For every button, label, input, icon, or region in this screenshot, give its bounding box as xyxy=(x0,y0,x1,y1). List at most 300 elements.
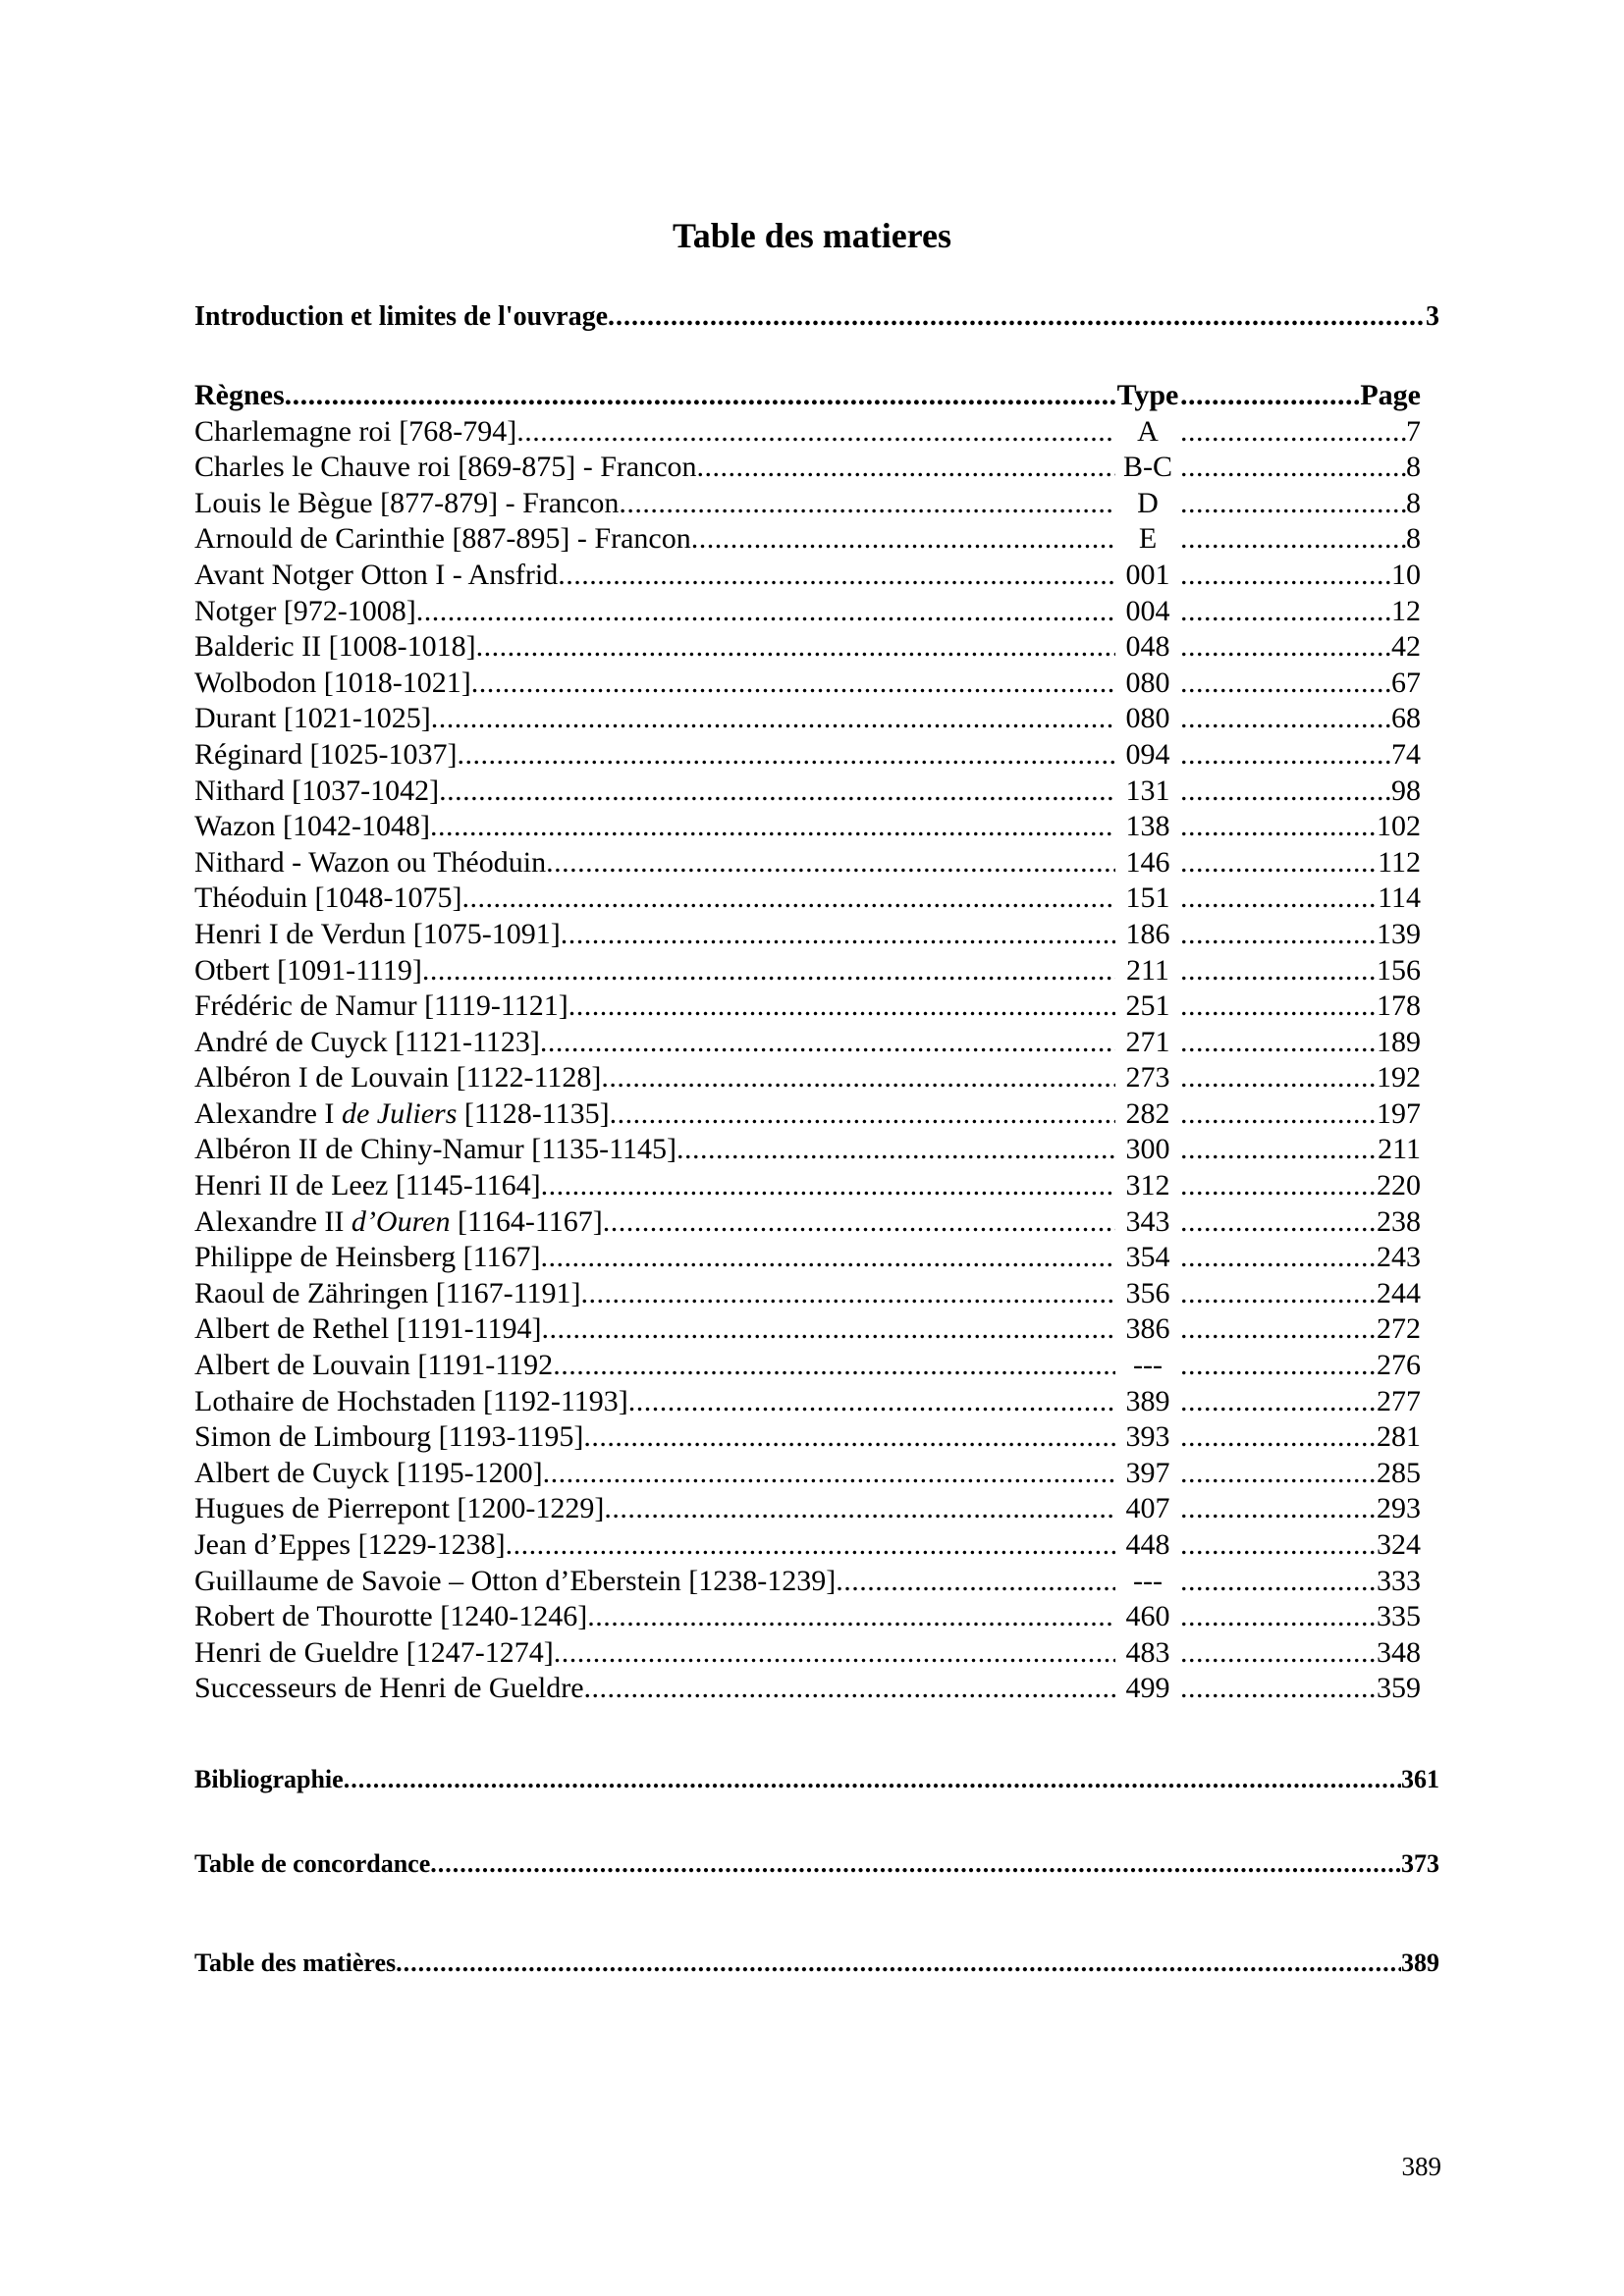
reign-name-cell xyxy=(194,1456,1115,1492)
reign-type-cell xyxy=(1115,1168,1180,1204)
reign-name-text: Philippe de Heinsberg [1167] xyxy=(194,1241,541,1274)
reign-type: B-C xyxy=(1122,451,1172,484)
reign-name xyxy=(194,1240,540,1276)
reign-name xyxy=(194,953,422,989)
dot-leader xyxy=(677,1132,1115,1168)
reign-name xyxy=(194,1419,583,1456)
reign-type-cell xyxy=(1115,1456,1180,1492)
reign-type-cell xyxy=(1115,988,1180,1025)
reign-name xyxy=(194,737,457,774)
reign-page-cell xyxy=(1180,845,1421,881)
reign-row xyxy=(194,1276,1422,1312)
reign-page: 12 xyxy=(1391,594,1421,627)
reign-name-text: Notger [972-1008] xyxy=(194,594,416,627)
reign-name-cell xyxy=(194,774,1115,810)
reign-type: 001 xyxy=(1125,558,1170,591)
dot-leader xyxy=(583,1419,1115,1456)
reign-type-cell xyxy=(1115,1240,1180,1276)
reign-row xyxy=(194,881,1422,917)
reign-name-text: Frédéric de Namur [1119-1121] xyxy=(194,989,568,1023)
reign-type: 393 xyxy=(1125,1420,1170,1454)
dot-leader xyxy=(1180,917,1377,953)
reign-name-text: Simon de Limbourg [1193-1195] xyxy=(194,1420,584,1454)
reign-name-text: Henri I de Verdun [1075-1091] xyxy=(194,917,561,950)
reign-name xyxy=(194,1311,542,1348)
reign-row xyxy=(194,1168,1422,1204)
header-regnes-label: Règnes xyxy=(194,379,285,411)
reign-page: 98 xyxy=(1391,774,1421,807)
reign-page: 8 xyxy=(1406,522,1421,556)
reign-row xyxy=(194,1025,1422,1061)
dot-leader xyxy=(540,1025,1115,1061)
reign-name-text: Théoduin [1048-1075] xyxy=(194,881,462,915)
reign-name-text: Alexandre I xyxy=(194,1096,342,1130)
reign-type-cell xyxy=(1115,701,1180,737)
reign-type-cell xyxy=(1115,774,1180,810)
reign-name xyxy=(194,917,561,953)
reign-type: 354 xyxy=(1125,1241,1170,1274)
reign-type: 004 xyxy=(1125,594,1170,627)
dot-leader xyxy=(1180,1599,1377,1635)
reign-type-cell xyxy=(1115,414,1180,451)
reign-name-cell xyxy=(194,414,1115,451)
reign-page: 335 xyxy=(1377,1600,1421,1633)
reign-row xyxy=(194,809,1422,845)
reign-page-cell xyxy=(1180,450,1421,486)
reign-row xyxy=(194,701,1422,737)
reign-page-cell xyxy=(1180,1599,1421,1635)
reign-page-cell xyxy=(1180,1456,1421,1492)
reign-type: A xyxy=(1137,414,1159,448)
toc-entry-label: Introduction et limites de l'ouvrage xyxy=(194,301,609,332)
reign-page: 220 xyxy=(1377,1169,1421,1202)
reign-page-cell xyxy=(1180,1025,1421,1061)
reign-name-cell xyxy=(194,1527,1115,1564)
reign-name-cell xyxy=(194,521,1115,558)
dot-leader xyxy=(628,1384,1115,1420)
reign-type: 146 xyxy=(1125,845,1170,879)
reign-page: 277 xyxy=(1377,1384,1421,1417)
reign-page-cell xyxy=(1180,881,1421,917)
reign-name-text: Charles le Chauve roi [869-875] - Francon xyxy=(194,451,697,484)
reign-name-cell xyxy=(194,1276,1115,1312)
reign-row xyxy=(194,1060,1422,1096)
dot-leader xyxy=(1180,1311,1377,1348)
reign-name xyxy=(194,845,546,881)
reign-type-cell xyxy=(1115,1204,1180,1241)
page-title: Table des matieres xyxy=(673,216,951,255)
reign-page: 285 xyxy=(1377,1456,1421,1489)
reign-name-italic: d’Ouren xyxy=(351,1204,451,1238)
reign-name-text: Albéron I de Louvain [1122-1128] xyxy=(194,1061,602,1095)
reign-page: 238 xyxy=(1377,1204,1421,1238)
reign-name xyxy=(194,1527,506,1564)
reign-name-cell xyxy=(194,953,1115,989)
reign-type: 312 xyxy=(1125,1169,1170,1202)
header-page-cell xyxy=(1180,378,1421,414)
reign-name-cell xyxy=(194,1025,1115,1061)
dot-leader xyxy=(691,521,1115,558)
reign-row xyxy=(194,774,1422,810)
reign-type: 397 xyxy=(1125,1456,1170,1489)
reign-page-cell xyxy=(1180,1491,1421,1527)
toc-entry-introduction xyxy=(194,300,1439,334)
reign-name-cell xyxy=(194,1564,1115,1600)
reign-page-cell xyxy=(1180,558,1421,594)
header-name-cell xyxy=(194,378,1115,414)
reign-row xyxy=(194,486,1422,522)
reign-name xyxy=(194,666,471,702)
reign-name-text: Nithard - Wazon ou Théoduin xyxy=(194,845,547,879)
dot-leader xyxy=(430,1847,1401,1881)
reign-row xyxy=(194,1527,1422,1564)
reign-page: 68 xyxy=(1391,702,1421,735)
toc-entry-page: 373 xyxy=(1401,1849,1439,1878)
reign-type-cell xyxy=(1115,450,1180,486)
dot-leader xyxy=(1180,1096,1377,1133)
reign-name xyxy=(194,629,476,666)
dot-leader xyxy=(1180,414,1406,451)
reign-name xyxy=(194,1671,584,1707)
reign-name-text: Raoul de Zähringen [1167-1191] xyxy=(194,1276,581,1309)
dot-leader xyxy=(619,486,1115,522)
toc-entry-table-de-concordance xyxy=(194,1847,1439,1881)
reign-name xyxy=(194,1060,601,1096)
dot-leader xyxy=(1180,521,1406,558)
dot-leader xyxy=(476,629,1115,666)
toc-entry-label: Bibliographie xyxy=(194,1765,344,1793)
reign-name-cell xyxy=(194,737,1115,774)
reign-row xyxy=(194,1096,1422,1133)
dot-leader xyxy=(540,1240,1115,1276)
reign-type-cell xyxy=(1115,629,1180,666)
reign-type-cell xyxy=(1115,845,1180,881)
reign-name-text: Henri II de Leez [1145-1164] xyxy=(194,1169,541,1202)
reign-name-cell xyxy=(194,1060,1115,1096)
dot-leader xyxy=(608,300,1426,334)
reign-row xyxy=(194,1419,1422,1456)
reign-name xyxy=(194,1456,543,1492)
reign-type-cell xyxy=(1115,594,1180,630)
reign-name-cell xyxy=(194,1348,1115,1384)
reign-type-cell xyxy=(1115,1276,1180,1312)
reign-page: 281 xyxy=(1377,1420,1421,1454)
dot-leader xyxy=(1180,450,1406,486)
reign-name-cell xyxy=(194,594,1115,630)
reign-name-text: Balderic II [1008-1018] xyxy=(194,630,476,664)
dot-leader xyxy=(416,594,1115,630)
reign-page-cell xyxy=(1180,1527,1421,1564)
reign-name xyxy=(194,486,619,522)
reign-page-cell xyxy=(1180,629,1421,666)
reigns-table xyxy=(194,378,1422,1707)
reign-type: 094 xyxy=(1125,737,1170,771)
reign-name-cell xyxy=(194,881,1115,917)
reign-name xyxy=(194,1096,610,1133)
reign-row xyxy=(194,953,1422,989)
reign-type-cell xyxy=(1115,1527,1180,1564)
dot-leader xyxy=(1180,774,1391,810)
reign-type: 407 xyxy=(1125,1492,1170,1525)
reign-name xyxy=(194,1132,677,1168)
reign-row xyxy=(194,1204,1422,1241)
dot-leader xyxy=(1180,1168,1377,1204)
reign-page-cell xyxy=(1180,1096,1421,1133)
reign-row xyxy=(194,666,1422,702)
reign-page-cell xyxy=(1180,1168,1421,1204)
reign-row xyxy=(194,1599,1422,1635)
reign-page-cell xyxy=(1180,666,1421,702)
reign-row xyxy=(194,414,1422,451)
reign-page: 324 xyxy=(1377,1528,1421,1561)
reign-name-text: Henri de Gueldre [1247-1274] xyxy=(194,1635,554,1669)
dot-leader xyxy=(601,1060,1115,1096)
reign-page-cell xyxy=(1180,1240,1421,1276)
reign-page-cell xyxy=(1180,1276,1421,1312)
reign-row xyxy=(194,1348,1422,1384)
reign-page-cell xyxy=(1180,1311,1421,1348)
dot-leader xyxy=(1180,1132,1378,1168)
reign-type-cell xyxy=(1115,1096,1180,1133)
dot-leader xyxy=(543,1456,1115,1492)
reign-page: 139 xyxy=(1377,917,1421,950)
dot-leader xyxy=(542,1311,1115,1348)
reign-row xyxy=(194,1491,1422,1527)
reign-page-cell xyxy=(1180,1419,1421,1456)
dot-leader xyxy=(439,774,1115,810)
dot-leader xyxy=(1180,1240,1377,1276)
reign-page: 276 xyxy=(1377,1349,1421,1382)
dot-leader xyxy=(471,666,1115,702)
reign-type-cell xyxy=(1115,521,1180,558)
reign-page-cell xyxy=(1180,917,1421,953)
reign-type: 271 xyxy=(1125,1025,1170,1058)
reign-page: 10 xyxy=(1391,558,1421,591)
dot-leader xyxy=(506,1527,1115,1564)
reign-name-cell xyxy=(194,988,1115,1025)
reign-page-cell xyxy=(1180,486,1421,522)
reign-type: 251 xyxy=(1125,989,1170,1023)
reign-type: 356 xyxy=(1125,1276,1170,1309)
reign-type-cell xyxy=(1115,558,1180,594)
reign-name xyxy=(194,1599,587,1635)
reign-type: D xyxy=(1137,486,1159,519)
reign-type: 483 xyxy=(1125,1635,1170,1669)
dot-leader xyxy=(1180,558,1391,594)
reign-type-cell xyxy=(1115,1564,1180,1600)
reign-page-cell xyxy=(1180,1060,1421,1096)
reign-name-text: Charlemagne roi [768-794] xyxy=(194,414,517,448)
dot-leader xyxy=(1180,1384,1377,1420)
reign-page-cell xyxy=(1180,953,1421,989)
reign-name xyxy=(194,1384,628,1420)
reign-type: 048 xyxy=(1125,630,1170,664)
reign-page-cell xyxy=(1180,1564,1421,1600)
reign-name-text: André de Cuyck [1121-1123] xyxy=(194,1025,540,1058)
dot-leader xyxy=(587,1599,1115,1635)
reign-name-cell xyxy=(194,629,1115,666)
reign-page-cell xyxy=(1180,1204,1421,1241)
dot-leader xyxy=(568,988,1115,1025)
reign-row xyxy=(194,1635,1422,1672)
reign-name xyxy=(194,881,461,917)
reign-type-cell xyxy=(1115,737,1180,774)
reign-name xyxy=(194,701,431,737)
reign-name-text: Robert de Thourotte [1240-1246] xyxy=(194,1600,588,1633)
reign-row xyxy=(194,1384,1422,1420)
dot-leader xyxy=(461,881,1115,917)
reign-type-cell xyxy=(1115,1348,1180,1384)
reign-page: 156 xyxy=(1377,953,1421,987)
dot-leader xyxy=(1180,1491,1377,1527)
reign-row xyxy=(194,629,1422,666)
dot-leader xyxy=(1180,1419,1377,1456)
dot-leader xyxy=(457,737,1115,774)
reign-type-cell xyxy=(1115,917,1180,953)
reign-name-italic: de Juliers xyxy=(341,1096,458,1130)
reign-name-cell xyxy=(194,1311,1115,1348)
reign-page-cell xyxy=(1180,774,1421,810)
reign-type: 080 xyxy=(1125,666,1170,699)
reign-name xyxy=(194,1025,540,1061)
toc-entry-table-des-matieres xyxy=(194,1947,1439,1980)
reign-type-cell xyxy=(1115,881,1180,917)
reign-page: 211 xyxy=(1378,1133,1421,1166)
reign-page-cell xyxy=(1180,737,1421,774)
reign-page: 197 xyxy=(1377,1096,1421,1130)
dot-leader xyxy=(1180,629,1391,666)
reign-page: 8 xyxy=(1406,451,1421,484)
reign-name-cell xyxy=(194,558,1115,594)
reign-type: 131 xyxy=(1125,774,1170,807)
dot-leader xyxy=(1180,1564,1377,1600)
reign-name xyxy=(194,1491,604,1527)
reign-name-text: Alexandre II xyxy=(194,1204,352,1238)
reign-page-cell xyxy=(1180,1132,1421,1168)
reign-name-text: Albéron II de Chiny-Namur [1135-1145] xyxy=(194,1133,677,1166)
header-type-label: Type xyxy=(1116,379,1179,411)
dot-leader xyxy=(1180,845,1378,881)
dot-leader xyxy=(558,558,1115,594)
reign-row xyxy=(194,1311,1422,1348)
reign-name-text: Hugues de Pierrepont [1200-1229] xyxy=(194,1492,605,1525)
dot-leader xyxy=(1180,486,1406,522)
reign-type: 343 xyxy=(1125,1204,1170,1238)
dot-leader xyxy=(1180,881,1378,917)
reign-page: 189 xyxy=(1377,1025,1421,1058)
reign-name-text: Wazon [1042-1048] xyxy=(194,810,431,843)
reign-type: 080 xyxy=(1125,702,1170,735)
dot-leader xyxy=(1180,594,1391,630)
reign-name-cell xyxy=(194,1204,1115,1241)
reign-name-cell xyxy=(194,1384,1115,1420)
reign-page: 178 xyxy=(1377,989,1421,1023)
reign-type-cell xyxy=(1115,809,1180,845)
dot-leader xyxy=(554,1635,1115,1672)
dot-leader xyxy=(1180,1025,1377,1061)
dot-leader xyxy=(541,1168,1115,1204)
reign-name-text: Lothaire de Hochstaden [1192-1193] xyxy=(194,1384,628,1417)
dot-leader xyxy=(1180,1060,1377,1096)
reign-type: --- xyxy=(1133,1349,1163,1382)
header-page-label: Page xyxy=(1360,379,1421,411)
reign-type-cell xyxy=(1115,666,1180,702)
reign-name xyxy=(194,414,516,451)
toc-entry-page: 361 xyxy=(1401,1765,1439,1793)
reign-name-cell xyxy=(194,450,1115,486)
reign-row xyxy=(194,594,1422,630)
reign-name-text: Albert de Cuyck [1195-1200] xyxy=(194,1456,543,1489)
reign-name-text: Louis le Bègue [877-879] - Francon xyxy=(194,486,620,519)
reign-name-text: Albert de Rethel [1191-1194] xyxy=(194,1312,542,1346)
reign-name-text: Nithard [1037-1042] xyxy=(194,774,440,807)
reign-type: 448 xyxy=(1125,1528,1170,1561)
dot-leader xyxy=(422,953,1115,989)
reign-page-cell xyxy=(1180,1384,1421,1420)
reign-name-cell xyxy=(194,1671,1115,1707)
reign-name-text: Otbert [1091-1119] xyxy=(194,953,422,987)
reigns-header-row xyxy=(194,378,1422,414)
reign-name-cell xyxy=(194,1240,1115,1276)
reign-page: 42 xyxy=(1391,630,1421,664)
reign-name xyxy=(194,594,416,630)
reign-page: 112 xyxy=(1378,845,1421,879)
reign-name-cell xyxy=(194,809,1115,845)
reign-row xyxy=(194,917,1422,953)
reign-page-cell xyxy=(1180,594,1421,630)
reign-page-cell xyxy=(1180,414,1421,451)
dot-leader xyxy=(344,1763,1401,1796)
reign-name xyxy=(194,1276,581,1312)
reign-row xyxy=(194,737,1422,774)
reign-page: 67 xyxy=(1391,666,1421,699)
reign-name-text: Successeurs de Henri de Gueldre xyxy=(194,1672,584,1705)
reign-type-cell xyxy=(1115,1025,1180,1061)
dot-leader xyxy=(430,809,1115,845)
dot-leader xyxy=(1180,666,1391,702)
reign-name-cell xyxy=(194,845,1115,881)
reign-type: 186 xyxy=(1125,917,1170,950)
reign-name xyxy=(194,1635,554,1672)
dot-leader xyxy=(1180,1276,1377,1312)
reign-page-cell xyxy=(1180,701,1421,737)
dot-leader xyxy=(396,1947,1401,1980)
reign-type-cell xyxy=(1115,1060,1180,1096)
reign-page-cell xyxy=(1180,521,1421,558)
reign-type-cell xyxy=(1115,1491,1180,1527)
reign-type-cell xyxy=(1115,486,1180,522)
dot-leader xyxy=(584,1671,1115,1707)
dot-leader xyxy=(581,1276,1115,1312)
reign-name-cell xyxy=(194,701,1115,737)
reign-name xyxy=(194,774,439,810)
toc-entry-label: Table de concordance xyxy=(194,1849,431,1878)
reign-name-text: Durant [1021-1025] xyxy=(194,702,431,735)
reign-name xyxy=(194,450,697,486)
dot-leader xyxy=(604,1491,1115,1527)
reign-name-text: Albert de Louvain [1191-1192 xyxy=(194,1349,554,1382)
reign-type: 460 xyxy=(1125,1600,1170,1633)
dot-leader xyxy=(561,917,1115,953)
reign-name xyxy=(194,521,691,558)
reign-name-text: Jean d’Eppes [1229-1238] xyxy=(194,1528,506,1561)
reign-page: 114 xyxy=(1378,881,1421,915)
reign-row xyxy=(194,1240,1422,1276)
page-number: 389 xyxy=(1401,2152,1441,2181)
dot-leader xyxy=(836,1564,1115,1600)
reign-name-cell xyxy=(194,1132,1115,1168)
reign-page: 244 xyxy=(1377,1276,1421,1309)
